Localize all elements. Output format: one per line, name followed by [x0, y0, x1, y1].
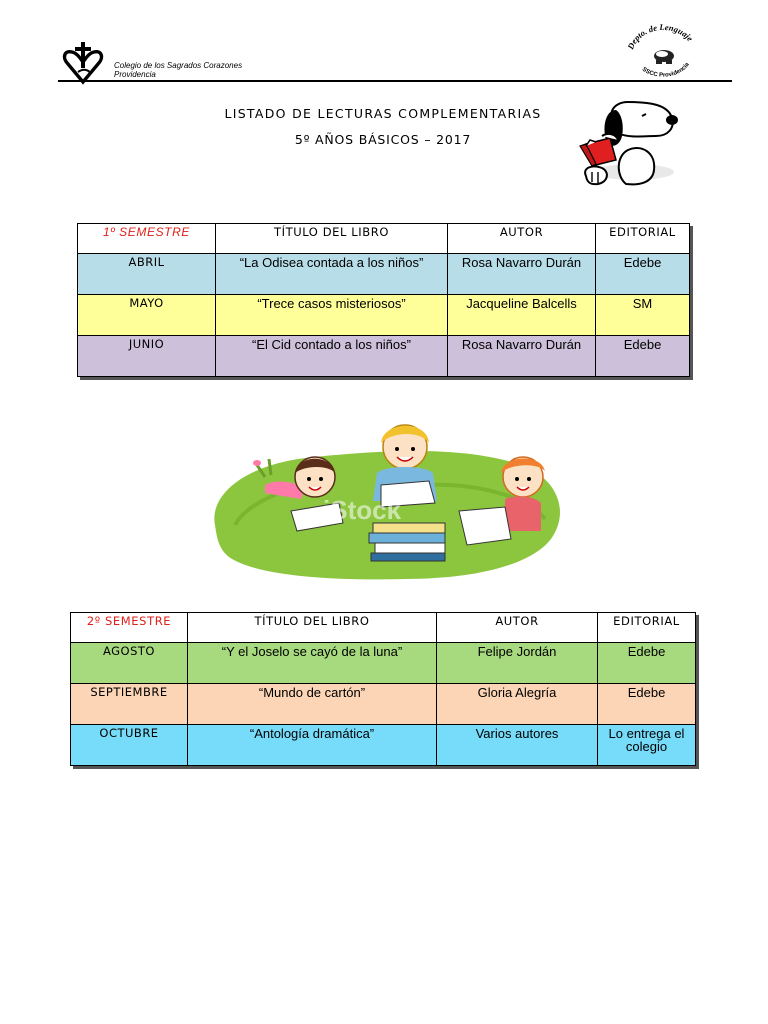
table-row — [71, 725, 696, 766]
month-cell: MAYO — [78, 295, 216, 336]
header-divider — [58, 80, 732, 82]
publisher-cell: Edebe — [598, 643, 696, 684]
table-header-row — [71, 613, 696, 643]
document-subtitle: 5º AÑOS BÁSICOS – 2017 — [294, 132, 472, 147]
title-header: TÍTULO DEL LIBRO — [216, 224, 448, 254]
publisher-header: EDITORIAL — [596, 224, 690, 254]
snoopy-reading-illustration — [556, 96, 698, 188]
document-title: LISTADO DE LECTURAS COMPLEMENTARIAS — [224, 106, 542, 121]
publisher-cell: Edebe — [596, 254, 690, 295]
school-name-line2: Providencia — [114, 70, 156, 79]
semester-header: 2º SEMESTRE — [71, 613, 188, 643]
istock-watermark: iStock — [323, 495, 402, 525]
publisher-cell: Edebe — [596, 336, 690, 377]
book-title-cell: “El Cid contado a los niños” — [216, 336, 448, 377]
table-header-row — [78, 224, 690, 254]
table-row — [78, 295, 690, 336]
publisher-cell: SM — [596, 295, 690, 336]
publisher-cell: Edebe — [598, 684, 696, 725]
author-header: AUTOR — [448, 224, 596, 254]
stamp-top-text: Depto. de Lenguaje — [625, 22, 696, 51]
publisher-cell: Lo entrega el colegio — [598, 725, 696, 766]
first-semester-table — [77, 223, 690, 377]
svg-text:SSCC Providencia — [641, 61, 691, 78]
publisher-header: EDITORIAL — [598, 613, 696, 643]
table-row — [71, 684, 696, 725]
stamp-bottom-text: SSCC Providencia — [640, 61, 691, 78]
title-header: TÍTULO DEL LIBRO — [188, 613, 437, 643]
school-name — [114, 61, 242, 79]
month-cell: ABRIL — [78, 254, 216, 295]
semester-header: 1º SEMESTRE — [78, 224, 216, 254]
children-reading-illustration — [205, 415, 565, 583]
book-title-cell: “Mundo de cartón” — [188, 684, 437, 725]
book-title-cell: “La Odisea contada a los niños” — [216, 254, 448, 295]
month-cell: AGOSTO — [71, 643, 188, 684]
author-cell: Gloria Alegría — [437, 684, 598, 725]
month-cell: SEPTIEMBRE — [71, 684, 188, 725]
table-row — [78, 336, 690, 377]
table-row — [78, 254, 690, 295]
book-title-cell: “Trece casos misteriosos” — [216, 295, 448, 336]
month-cell: OCTUBRE — [71, 725, 188, 766]
svg-text:Depto. de Lenguaje — [625, 22, 695, 52]
second-semester-table — [70, 612, 696, 766]
department-stamp-icon — [622, 22, 704, 78]
month-cell: JUNIO — [78, 336, 216, 377]
author-cell: Varios autores — [437, 725, 598, 766]
author-header: AUTOR — [437, 613, 598, 643]
author-cell: Rosa Navarro Durán — [448, 254, 596, 295]
author-cell: Rosa Navarro Durán — [448, 336, 596, 377]
author-cell: Felipe Jordán — [437, 643, 598, 684]
school-name-line1: Colegio de los Sagrados Corazones — [114, 61, 243, 70]
author-cell: Jacqueline Balcells — [448, 295, 596, 336]
book-title-cell: “Y el Joselo se cayó de la luna” — [188, 643, 437, 684]
book-title-cell: “Antología dramática” — [188, 725, 437, 766]
table-row — [71, 643, 696, 684]
